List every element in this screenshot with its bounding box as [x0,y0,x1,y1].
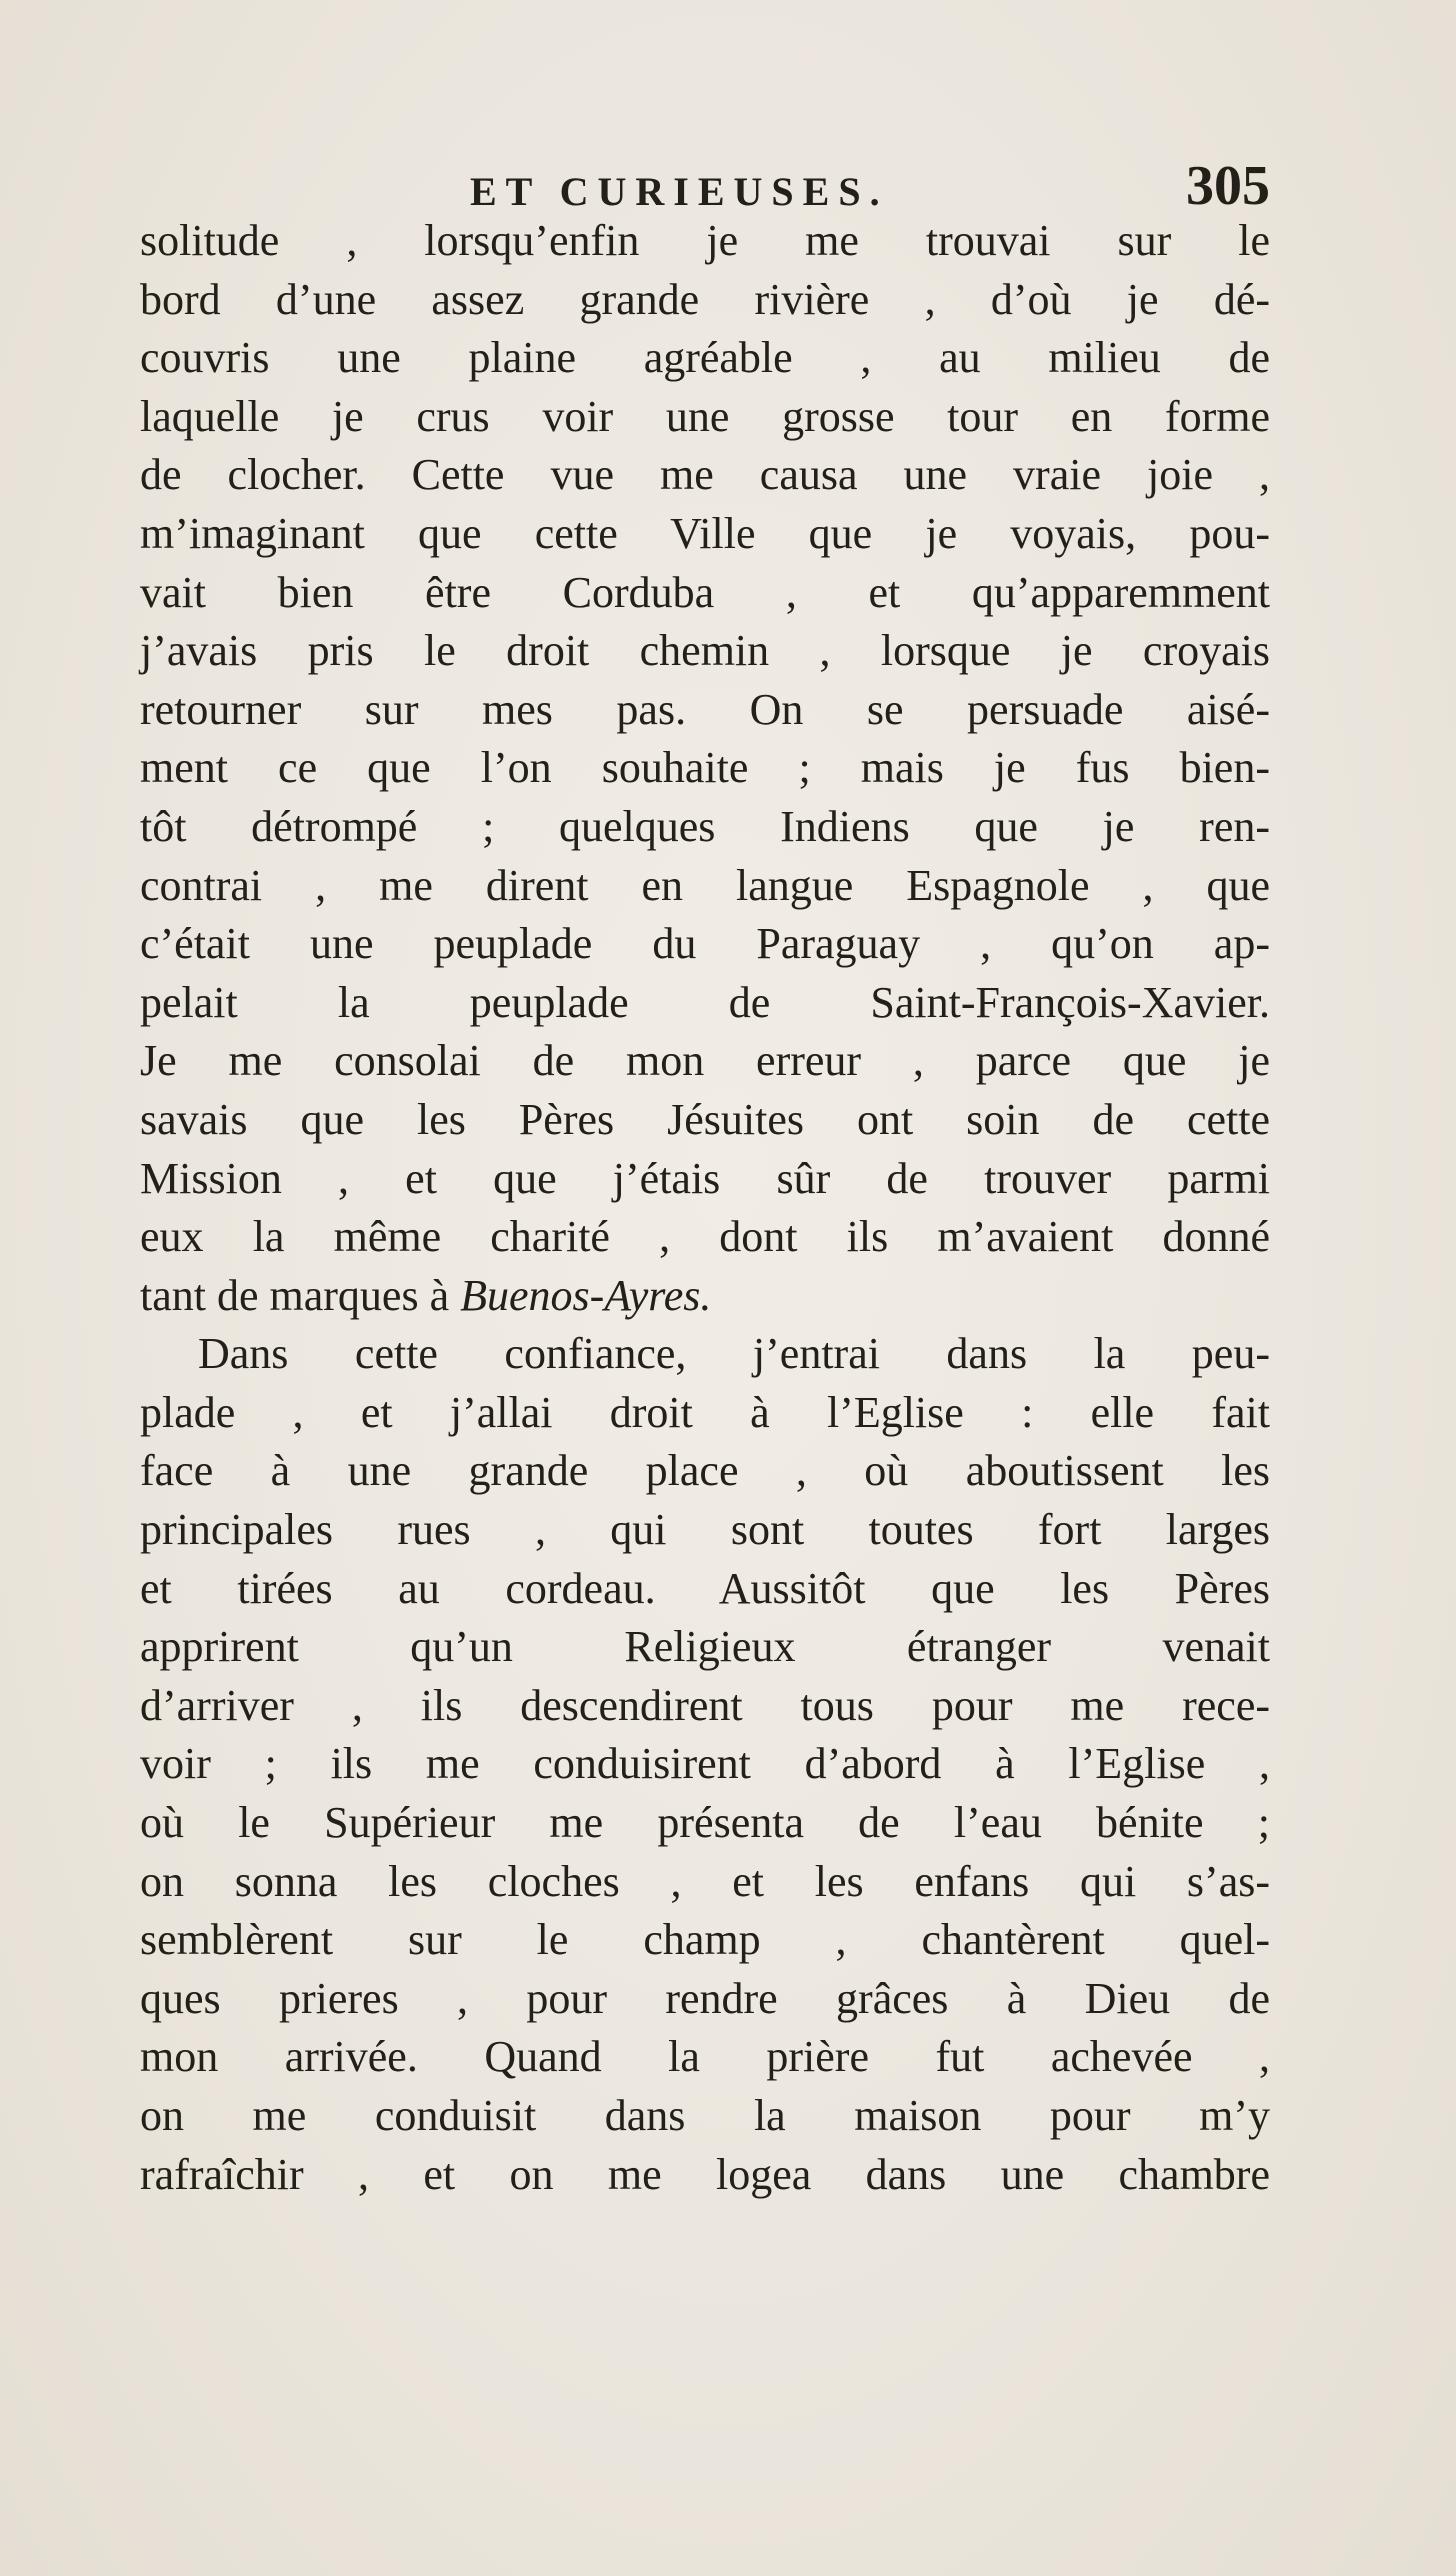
paragraph-first-line: Dans cette confiance, j’entrai dans la peu- [198,1329,1270,1379]
text-line: apprirent qu’un Religieux étranger venait [140,1622,1270,1672]
paragraph-1 [140,212,1270,1325]
text-line: semblèrent sur le champ , chantèrent quel- [140,1915,1270,1965]
text-line: on me conduisit dans la maison pour m’y [140,2091,1270,2140]
text-line: d’arriver , ils descendirent tous pour me rece- [140,1680,1270,1730]
text-line: de clocher. Cette vue me causa une vraie joie , [140,450,1270,500]
italic-place-name: Buenos-Ayres. [460,1270,712,1320]
text-line: vait bien être Corduba , et qu’apparemment [140,567,1270,617]
text-line: Mission , et que j’étais sûr de trouver parmi [140,1153,1270,1203]
text-line: m’imaginant que cette Ville que je voyais, pou- [140,508,1270,558]
text-line: rafraîchir , et on me logea dans une chambre [140,2149,1270,2199]
paragraph-final-line [140,1267,1270,1326]
text-line: face à une grande place , où aboutissent les [140,1446,1270,1496]
text-line: mon arrivée. Quand la prière fut achevée , [140,2032,1270,2082]
final-line-text: tant de marques à [140,1270,461,1320]
text-line: j’avais pris le droit chemin , lorsque je croyais [140,626,1270,676]
text-line: couvris une plaine agréable , au milieu de [140,333,1270,383]
text-line: retourner sur mes pas. On se persuade aisé- [140,684,1270,734]
page-number: 305 [1186,155,1270,217]
text-line: on sonna les cloches , et les enfans qui s’as- [140,1856,1270,1906]
text-line: principales rues , qui sont toutes fort larges [140,1505,1270,1555]
text-line: plade , et j’allai droit à l’Eglise : elle fait [140,1387,1270,1437]
running-title: ET CURIEUSES. [470,169,889,214]
text-line: ques prieres , pour rendre grâces à Dieu de [140,1973,1270,2023]
text-line: c’était une peuplade du Paraguay , qu’on ap- [140,919,1270,969]
text-line: eux la même charité , dont ils m’avaient donné [140,1212,1270,1262]
body-text [140,212,1270,2204]
text-line: et tirées au cordeau. Aussitôt que les Pères [140,1563,1270,1613]
running-head [140,148,1270,218]
text-line: Je me consolai de mon erreur , parce que je [140,1036,1270,1086]
paragraph-2 [140,1325,1270,2204]
text-line: tôt détrompé ; quelques Indiens que je ren- [140,801,1270,851]
text-line: ment ce que l’on souhaite ; mais je fus bien- [140,743,1270,793]
text-line: savais que les Pères Jésuites ont soin de cette [140,1094,1270,1144]
text-line: solitude , lorsqu’enfin je me trouvai sur le [140,216,1270,265]
text-line: voir ; ils me conduisirent d’abord à l’Eglise , [140,1739,1270,1789]
text-line: bord d’une assez grande rivière , d’où je dé- [140,274,1270,324]
text-line: contrai , me dirent en langue Espagnole , que [140,860,1270,910]
text-line: pelait la peuplade de Saint-François-Xavier. [140,977,1270,1027]
text-line: où le Supérieur me présenta de l’eau bénite ; [140,1798,1270,1848]
text-line: laquelle je crus voir une grosse tour en forme [140,391,1270,441]
